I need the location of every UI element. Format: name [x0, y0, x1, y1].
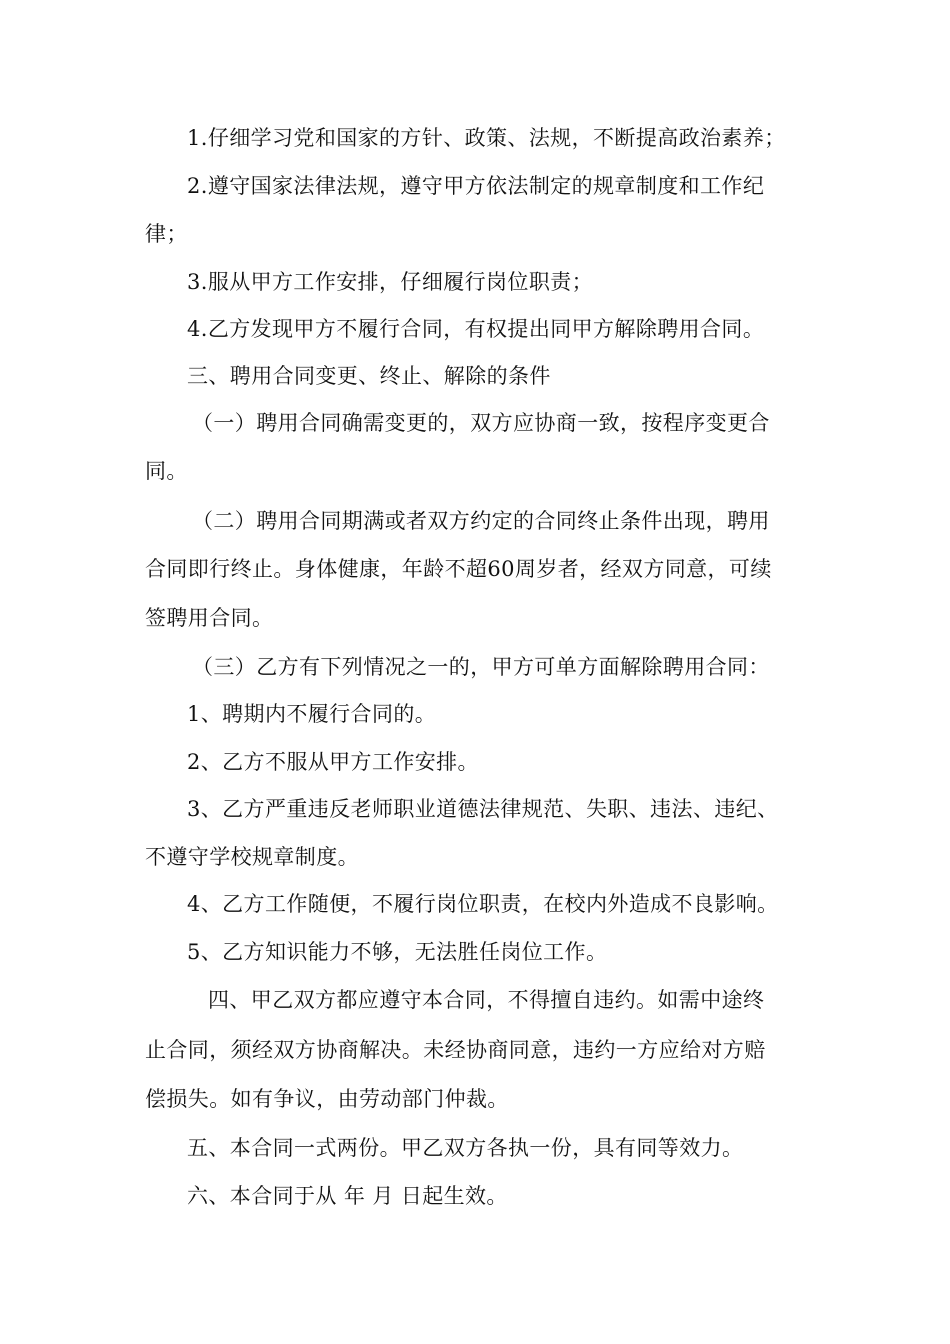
text-line: 止合同，须经双方协商解决。未经协商同意，违约一方应给对方赔: [145, 1038, 766, 1062]
text-line: 签聘用合同。: [145, 606, 274, 630]
text-line: 3、乙方严重违反老师职业道德法律规范、失职、违法、违纪、: [187, 797, 779, 821]
text-line: （二）聘用合同期满或者双方约定的合同终止条件出现，聘用: [192, 509, 770, 533]
text-line: 律；: [145, 222, 188, 246]
text-line: 5、乙方知识能力不够，无法胜任岗位工作。: [187, 940, 608, 964]
text-line: 不遵守学校规章制度。: [145, 845, 359, 869]
section-heading: 三、聘用合同变更、终止、解除的条件: [187, 364, 551, 388]
text-line: 四、甲乙双方都应遵守本合同，不得擅自违约。如需中途终: [208, 988, 765, 1012]
text-line: 五、本合同一式两份。甲乙双方各执一份，具有同等效力。: [187, 1136, 744, 1160]
text-line: 六、本合同于从 年 月 日起生效。: [187, 1184, 508, 1208]
text-line: 2.遵守国家法律法规，遵守甲方依法制定的规章制度和工作纪: [187, 174, 765, 198]
text-line: 同。: [145, 459, 188, 483]
text-line: 4.乙方发现甲方不履行合同，有权提出同甲方解除聘用合同。: [187, 317, 765, 341]
text-line: 合同即行终止。身体健康，年龄不超60周岁者，经双方同意，可续: [145, 557, 772, 581]
text-line: 4、乙方工作随便，不履行岗位职责，在校内外造成不良影响。: [187, 892, 779, 916]
text-line: 1.仔细学习党和国家的方针、政策、法规，不断提高政治素养；: [187, 126, 786, 150]
text-line: （三）乙方有下列情况之一的，甲方可单方面解除聘用合同：: [192, 655, 770, 679]
text-line: 3.服从甲方工作安排，仔细履行岗位职责；: [187, 270, 594, 294]
text-line: 1、聘期内不履行合同的。: [187, 702, 437, 726]
text-line: （一）聘用合同确需变更的，双方应协商一致，按程序变更合: [192, 411, 770, 435]
text-line: 2、乙方不服从甲方工作安排。: [187, 750, 479, 774]
text-line: 偿损失。如有争议，由劳动部门仲裁。: [145, 1087, 509, 1111]
